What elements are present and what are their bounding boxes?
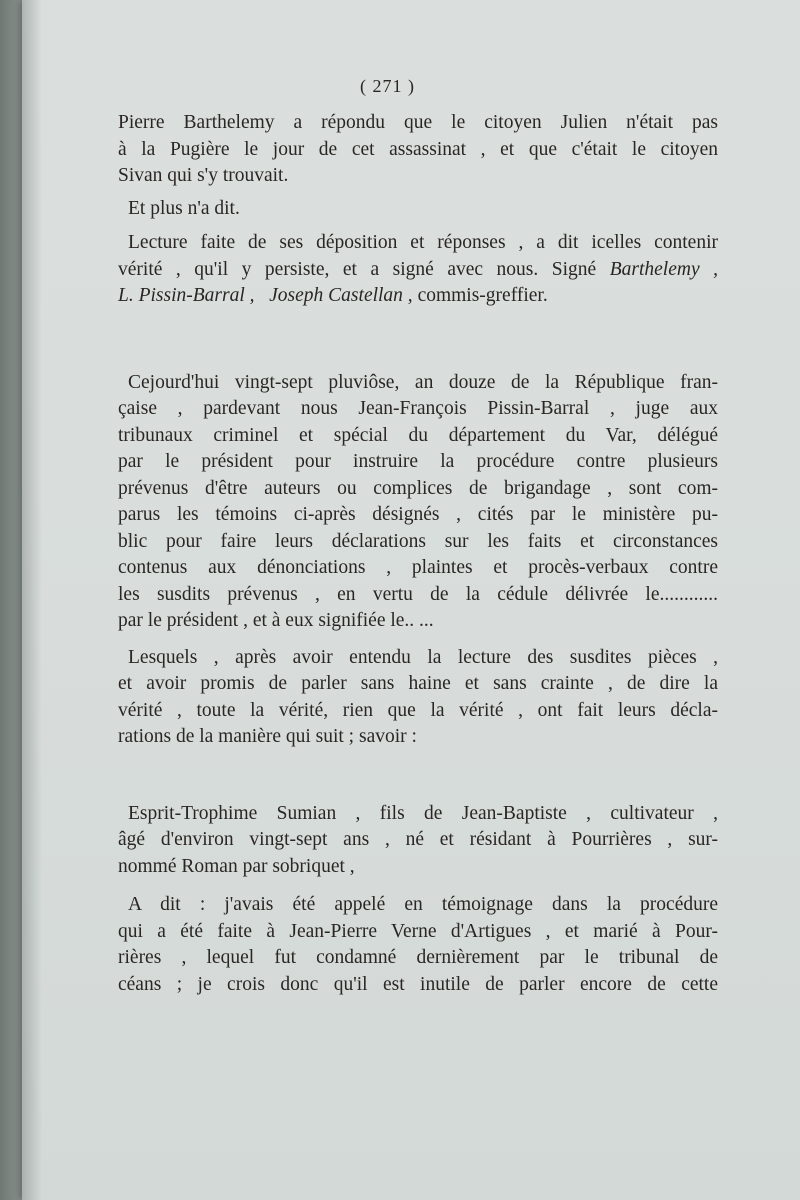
text-line: rations de la manière qui suit ; savoir : (118, 726, 417, 747)
page-body-text (118, 72, 718, 998)
text-line: contenus aux dénonciations , plaintes et procès-verbaux contre (118, 557, 718, 578)
text-line: vérité , toute la vérité, rien que la vérité , ont fait leurs décla- (118, 699, 718, 721)
text-line: Et plus n'a dit. (128, 197, 240, 219)
text-line: Cejourd'hui vingt-sept pluviôse, an douze de la République fran- (128, 371, 718, 393)
text-line-signature (118, 283, 718, 310)
page-fold-shadow (22, 0, 42, 1200)
text-line: Lesquels , après avoir entendu la lecture des susdites pièces , (128, 646, 718, 668)
paragraph-a-dit (118, 892, 718, 998)
text-line: âgé d'environ vingt-sept ans , né et résidant à Pourrières , sur- (118, 829, 718, 850)
paragraph-lesquels (118, 645, 718, 751)
text-line: rières , lequel fut condamné dernièrement par le tribunal de (118, 947, 718, 968)
paragraph-cejourdhui (118, 370, 718, 635)
text-line: céans ; je crois donc qu'il est inutile de parler encore de cette (118, 973, 718, 995)
text-line: Lecture faite de ses déposition et réponses , a dit icelles contenir (128, 232, 718, 253)
text-line: Sivan qui s'y trouvait. (118, 165, 289, 186)
paragraph-lecture-signature (118, 230, 718, 310)
text-line: à la Pugière le jour de cet assassinat , et que c'était le citoyen (118, 138, 718, 160)
signature-name-castellan: Joseph Castellan , (269, 285, 413, 306)
text-line: parus les témoins ci-après désignés , cités par le ministère pu- (118, 504, 718, 525)
paragraph-plus-na-dit (118, 196, 718, 223)
text-line: blic pour faire leurs déclarations sur les faits et circonstances (118, 530, 718, 552)
text-line: qui a été faite à Jean-Pierre Verne d'Artigues , et marié à Pour- (118, 920, 718, 942)
text-plain: commis-greffier. (412, 285, 548, 306)
signature-name-barthelemy: Barthelemy , (609, 258, 718, 280)
text-line: A dit : j'avais été appelé en témoignage dans la procédure (128, 894, 718, 915)
text-line: les susdits prévenus , en vertu de la cédule délivrée le............ (118, 583, 718, 605)
text-line: par le président , et à eux signifiée le.. ... (118, 610, 434, 631)
paragraph-witness-sumian (118, 801, 718, 881)
text-line: tribunaux criminel et spécial du département du Var, délégué (118, 424, 718, 446)
text-line: prévenus d'être auteurs ou complices de brigandage , sont com- (118, 477, 718, 499)
text-line: et avoir promis de parler sans haine et sans crainte , de dire la (118, 673, 718, 694)
text-line: Pierre Barthelemy a répondu que le citoyen Julien n'était pas (118, 112, 718, 133)
text-line: nommé Roman par sobriquet , (118, 855, 355, 877)
text-line: çaise , pardevant nous Jean-François Pissin-Barral , juge aux (118, 398, 718, 419)
signature-name-pissin-barral: L. Pissin-Barral , (118, 285, 255, 306)
text-line-signature (118, 257, 718, 284)
page-number: ( 271 ) (360, 76, 415, 96)
paragraph-barthelemy-answer (118, 110, 718, 190)
text-line: par le président pour instruire la procédure contre plusieurs (118, 451, 718, 472)
text-line: Esprit-Trophime Sumian , fils de Jean-Baptiste , cultivateur , (128, 802, 718, 824)
text-plain: vérité , qu'il y persiste, et a signé avec nous. Signé (118, 258, 610, 280)
